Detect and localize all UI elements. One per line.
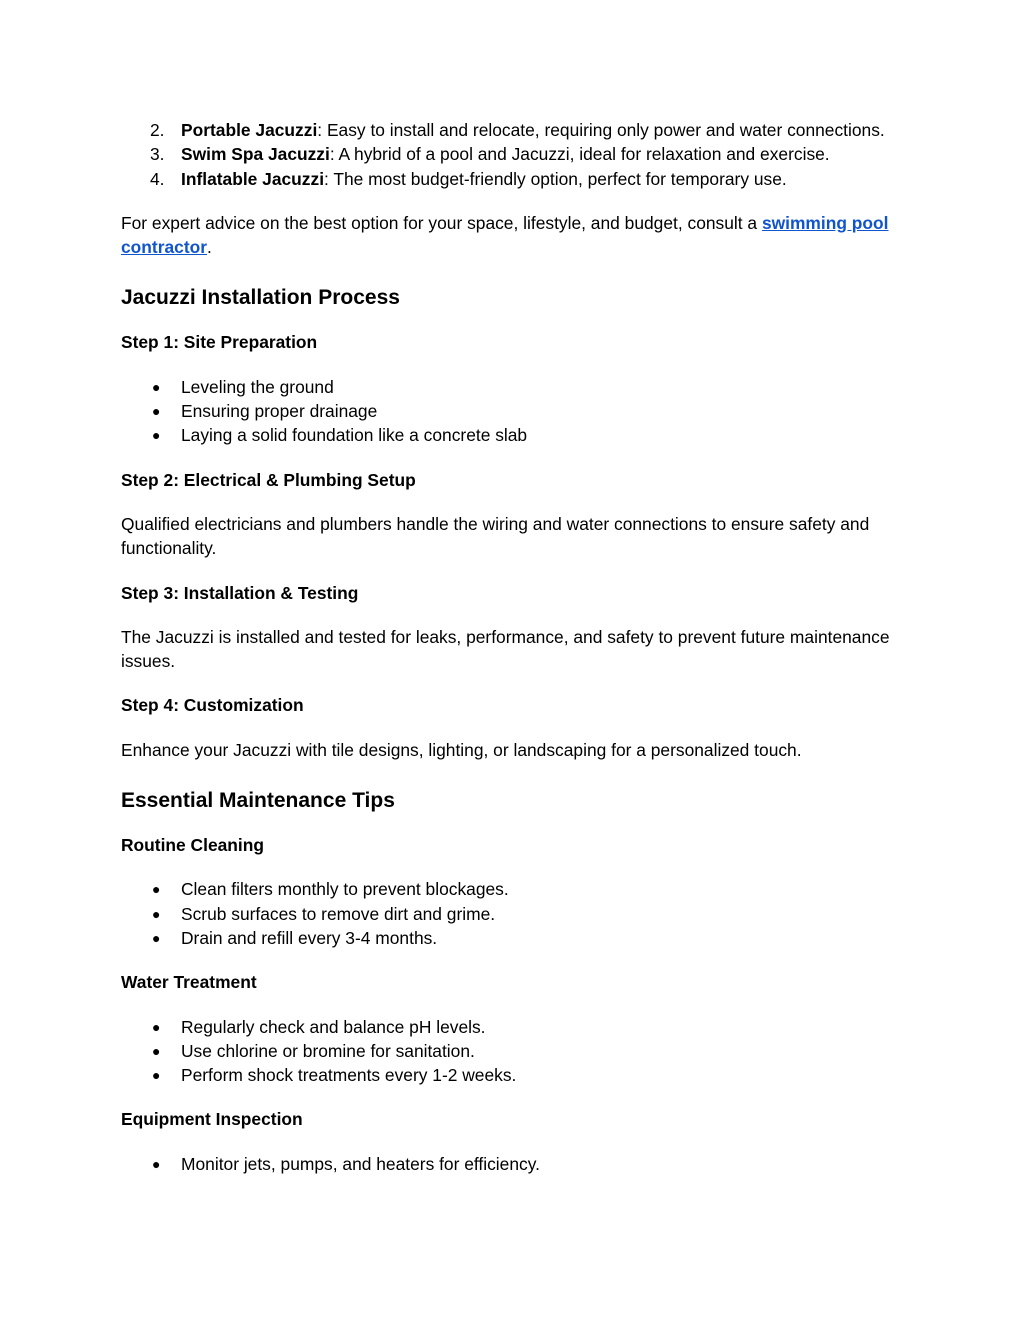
list-item (121, 902, 901, 926)
list-item (121, 399, 901, 423)
list-item-text: Ensuring proper drainage (181, 401, 378, 422)
step4-title: Step 4: Customization (121, 695, 304, 716)
list-item-text: Perform shock treatments every 1-2 weeks. (181, 1065, 517, 1086)
list-item-desc: : The most budget-friendly option, perfect for temporary use. (324, 168, 787, 189)
step2-title: Step 2: Electrical & Plumbing Setup (121, 469, 416, 490)
list-item-desc: : A hybrid of a pool and Jacuzzi, ideal for relaxation and exercise. (329, 144, 830, 165)
jacuzzi-types-list (121, 118, 901, 191)
list-item-text: Drain and refill every 3-4 months. (181, 927, 438, 948)
bullet-icon: ● (152, 378, 161, 395)
list-item (121, 1063, 901, 1087)
list-item-text: Regularly check and balance pH levels. (181, 1016, 486, 1037)
maintenance-heading: Essential Maintenance Tips (121, 789, 395, 813)
bullet-icon: ● (152, 881, 161, 898)
list-item-text: Use chlorine or bromine for sanitation. (181, 1040, 475, 1061)
list-number: 4. (150, 168, 165, 189)
bullet-icon: ● (152, 905, 161, 922)
step1-title: Step 1: Site Preparation (121, 332, 318, 353)
list-item-text: Monitor jets, pumps, and heaters for efficiency. (181, 1153, 540, 1174)
equipment-title: Equipment Inspection (121, 1109, 303, 1130)
list-item (121, 877, 901, 901)
step1-list (121, 375, 901, 448)
water-list (121, 1015, 901, 1088)
step3-text: The Jacuzzi is installed and tested for leaks, performance, and safety to prevent future maintenance issues. (121, 626, 890, 672)
bullet-icon: ● (152, 929, 161, 946)
water-title: Water Treatment (121, 972, 257, 993)
bullet-icon: ● (152, 427, 161, 444)
list-item (121, 1152, 901, 1176)
cleaning-title: Routine Cleaning (121, 835, 264, 856)
advice-text: For expert advice on the best option for your space, lifestyle, and budget, consult a (121, 212, 762, 233)
list-item (121, 926, 901, 950)
swimming-pool-contractor-link[interactable]: swimming pool contractor (121, 212, 889, 258)
step4-text: Enhance your Jacuzzi with tile designs, lighting, or landscaping for a personalized touch. (121, 739, 802, 760)
list-item (121, 375, 901, 399)
list-item (121, 142, 901, 166)
bullet-icon: ● (152, 1018, 161, 1035)
list-item-term: Inflatable Jacuzzi (181, 168, 325, 189)
bullet-icon: ● (152, 1155, 161, 1172)
installation-heading: Jacuzzi Installation Process (121, 286, 400, 310)
bullet-icon: ● (152, 1067, 161, 1084)
list-item-desc: : Easy to install and relocate, requiring only power and water connections. (317, 120, 885, 140)
equipment-list (121, 1152, 901, 1176)
advice-end: . (207, 237, 212, 258)
bullet-icon: ● (152, 1042, 161, 1059)
bullet-icon: ● (152, 403, 161, 420)
list-number: 2. (150, 120, 165, 140)
list-item-text: Laying a solid foundation like a concrete slab (181, 425, 528, 446)
list-item (121, 423, 901, 447)
document-page (121, 118, 901, 1176)
step2-text: Qualified electricians and plumbers handle the wiring and water connections to ensure safety and functionality. (121, 513, 870, 559)
advice-paragraph (121, 211, 901, 260)
list-item (121, 1039, 901, 1063)
list-item (121, 167, 901, 191)
step3-title: Step 3: Installation & Testing (121, 582, 359, 603)
list-item-text: Leveling the ground (181, 376, 334, 397)
list-item (121, 118, 901, 142)
list-item-text: Scrub surfaces to remove dirt and grime. (181, 903, 496, 924)
list-item-text: Clean filters monthly to prevent blockages. (181, 879, 509, 900)
cleaning-list (121, 877, 901, 950)
list-item-term: Swim Spa Jacuzzi (181, 144, 330, 165)
list-number: 3. (150, 144, 165, 165)
list-item (121, 1015, 901, 1039)
list-item-term: Portable Jacuzzi (181, 120, 318, 140)
